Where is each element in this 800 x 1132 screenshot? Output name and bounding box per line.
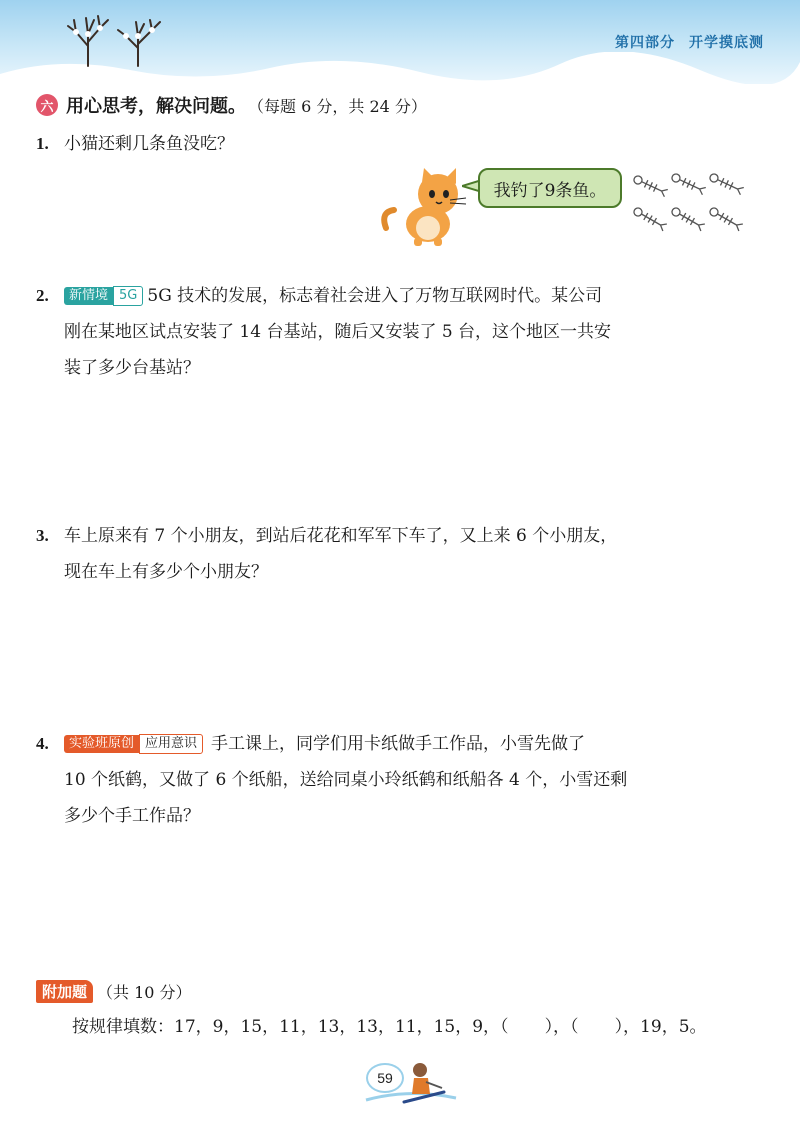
header-band bbox=[0, 0, 800, 84]
question-line: 装了多少台基站？ bbox=[64, 358, 200, 378]
question-line: 多少个手工作品？ bbox=[64, 806, 200, 826]
tag-application-awareness: 应用意识 bbox=[139, 734, 203, 754]
question-1 bbox=[36, 126, 234, 162]
question-number: 2. bbox=[36, 286, 49, 305]
question-number: 1. bbox=[36, 134, 49, 153]
bonus-suffix: ），19，5。 bbox=[614, 1017, 707, 1037]
tag-experimental-original: 实验班原创 bbox=[64, 735, 139, 753]
page-number: 59 bbox=[366, 1063, 404, 1093]
winter-trees-icon bbox=[58, 6, 178, 68]
speech-bubble: 我钓了9条鱼。 bbox=[478, 168, 622, 208]
question-line: 车上原来有 7 个小朋友，到站后花花和军军下车了，又上来 6 个小朋友， bbox=[64, 526, 618, 546]
bonus-prefix: 按规律填数：17，9，15，11，13，13，11，15，9，（ bbox=[72, 1017, 509, 1037]
tag-new-context: 新情境 bbox=[64, 287, 113, 305]
question-line: 10 个纸鹤，又做了 6 个纸船，送给同桌小玲纸鹤和纸船各 4 个，小雪还剩 bbox=[64, 770, 628, 790]
section-title: 用心思考，解决问题。 bbox=[66, 96, 246, 117]
bonus-question bbox=[72, 1012, 707, 1037]
header-title: 开学摸底测 bbox=[689, 35, 764, 51]
cat-icon bbox=[380, 168, 470, 246]
question-4 bbox=[36, 726, 627, 834]
section-number-badge: 六 bbox=[36, 94, 58, 116]
question-text: 小猫还剩几条鱼没吃？ bbox=[64, 134, 234, 154]
question-line: 刚在某地区试点安装了 14 台基站，随后又安装了 5 台，这个地区一共安 bbox=[64, 322, 612, 342]
fish-bones-icon bbox=[632, 170, 752, 250]
bonus-heading bbox=[36, 980, 192, 1003]
tag-5g: 5G bbox=[113, 286, 143, 306]
question-line: 手工课上，同学们用卡纸做手工作品，小雪先做了 bbox=[211, 734, 586, 754]
question-line: 5G 技术的发展，标志着社会进入了万物互联网时代。某公司 bbox=[147, 286, 603, 306]
bonus-mid: ），（ bbox=[544, 1017, 579, 1037]
section-heading bbox=[36, 92, 427, 118]
bonus-note: （共 10 分） bbox=[97, 983, 192, 1002]
header-label bbox=[601, 32, 764, 52]
question-3 bbox=[36, 518, 617, 590]
question-number: 3. bbox=[36, 526, 49, 545]
header-part: 第四部分 bbox=[615, 35, 675, 51]
section-note: （每题 6 分，共 24 分） bbox=[248, 96, 427, 116]
question-2 bbox=[36, 278, 611, 386]
bonus-tag: 附加题 bbox=[36, 980, 93, 1003]
question-line: 现在车上有多少个小朋友？ bbox=[64, 562, 268, 582]
question-number: 4. bbox=[36, 734, 49, 753]
